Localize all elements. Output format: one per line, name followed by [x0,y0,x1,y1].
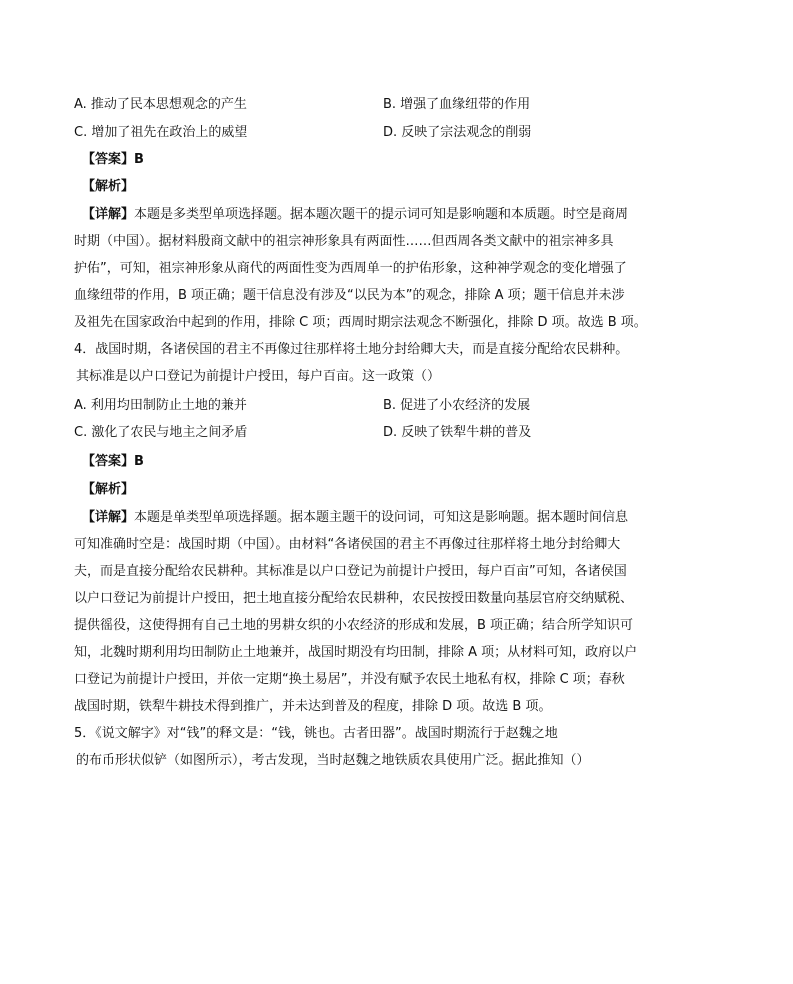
q3-option-c: C. 增加了祖先在政治上的威望 [74,125,248,140]
answer-label: 【答案】 [82,152,135,167]
q4-detail-line: 以户口登记为前提计户授田，把土地直接分配给农民耕种，农民按授田数量向基层官府交纳赋税、 [74,591,634,606]
detail-label: 【详解】 [82,510,135,525]
q4-option-d: D. 反映了铁犁牛耕的普及 [383,425,532,440]
answer-value: B [134,454,144,469]
answer-value: B [134,152,144,167]
q4-option-b: B. 促进了小农经济的发展 [383,398,531,413]
q3-option-a: A. 推动了民本思想观念的产生 [74,97,247,112]
q3-detail-line: 护佑”，可知，祖宗神形象从商代的两面性变为西周单一的护佑形象，这种神学观念的变化增强了 [74,261,627,276]
q4-detail-line: 可知准确时空是：战国时期（中国）。由材料“各诸侯国的君主不再像过往那样将土地分封给卿大 [74,537,621,552]
q3-detail-line: 【详解】本题是多类型单项选择题。据本题次题干的提示词可知是影响题和本质题。时空是商周 [82,207,629,222]
answer-label: 【答案】 [82,454,135,469]
q4-answer [82,453,732,471]
q3-detail-line: 及祖先在国家政治中起到的作用，排除 C 项；西周时期宗法观念不断强化，排除 D 项。故选 B 项。 [74,315,647,330]
q4-detail-line: 【详解】本题是单类型单项选择题。据本题主题干的设问词，可知这是影响题。据本题时间信息 [82,510,629,525]
q4-detail-line: 口登记为前提计户授田，并依一定期“换土易居”，并没有赋予农民土地私有权，排除 C 项；春秋 [74,672,625,687]
q4-detail-line: 夫，而是直接分配给农民耕种。其标准是以户口登记为前提计户授田，每户百亩”可知，各诸侯国 [74,564,627,579]
q3-option-b: B. 增强了血缘纽带的作用 [383,97,531,112]
q4-option-c: C. 激化了农民与地主之间矛盾 [74,425,248,440]
q3-detail-line: 时期（中国）。据材料殷商文献中的祖宗神形象具有两面性……但西周各类文献中的祖宗神多具 [74,234,614,249]
q4-stem-line: 4．战国时期，各诸侯国的君主不再像过往那样将土地分封给卿大夫，而是直接分配给农民耕种。 [74,342,629,357]
q4-detail-line: 提供徭役，这使得拥有自己土地的男耕女织的小农经济的形成和发展，B 项正确；结合所学知识可 [74,618,634,633]
q5-stem-line: 的布币形状似铲（如图所示），考古发现，当时赵魏之地铁质农具使用广泛。据此推知（） [76,753,590,768]
q4-stem-line: 其标准是以户口登记为前提计户授田，每户百亩。这一政策（） [76,369,441,384]
detail-label: 【详解】 [82,207,135,222]
q3-analysis-label: 【解析】 [82,179,135,194]
q3-option-d: D. 反映了宗法观念的削弱 [383,125,532,140]
q4-option-a: A. 利用均田制防止土地的兼并 [74,398,247,413]
q5-stem-line: 5．《说文解字》对“钱”的释文是：“钱，铫也。古者田器”。战国时期流行于赵魏之地 [74,726,558,741]
q3-detail-line: 血缘纽带的作用，B 项正确；题干信息没有涉及“以民为本”的观念，排除 A 项；题干信息并未涉 [74,288,625,303]
q4-detail-line: 战国时期，铁犁牛耕技术得到推广，并未达到普及的程度，排除 D 项。故选 B 项。 [74,699,552,714]
q3-answer [82,151,732,169]
q4-analysis-label: 【解析】 [82,482,135,497]
q4-detail-line: 知，北魏时期利用均田制防止土地兼并，战国时期没有均田制，排除 A 项；从材料可知，政府以户 [74,645,638,660]
